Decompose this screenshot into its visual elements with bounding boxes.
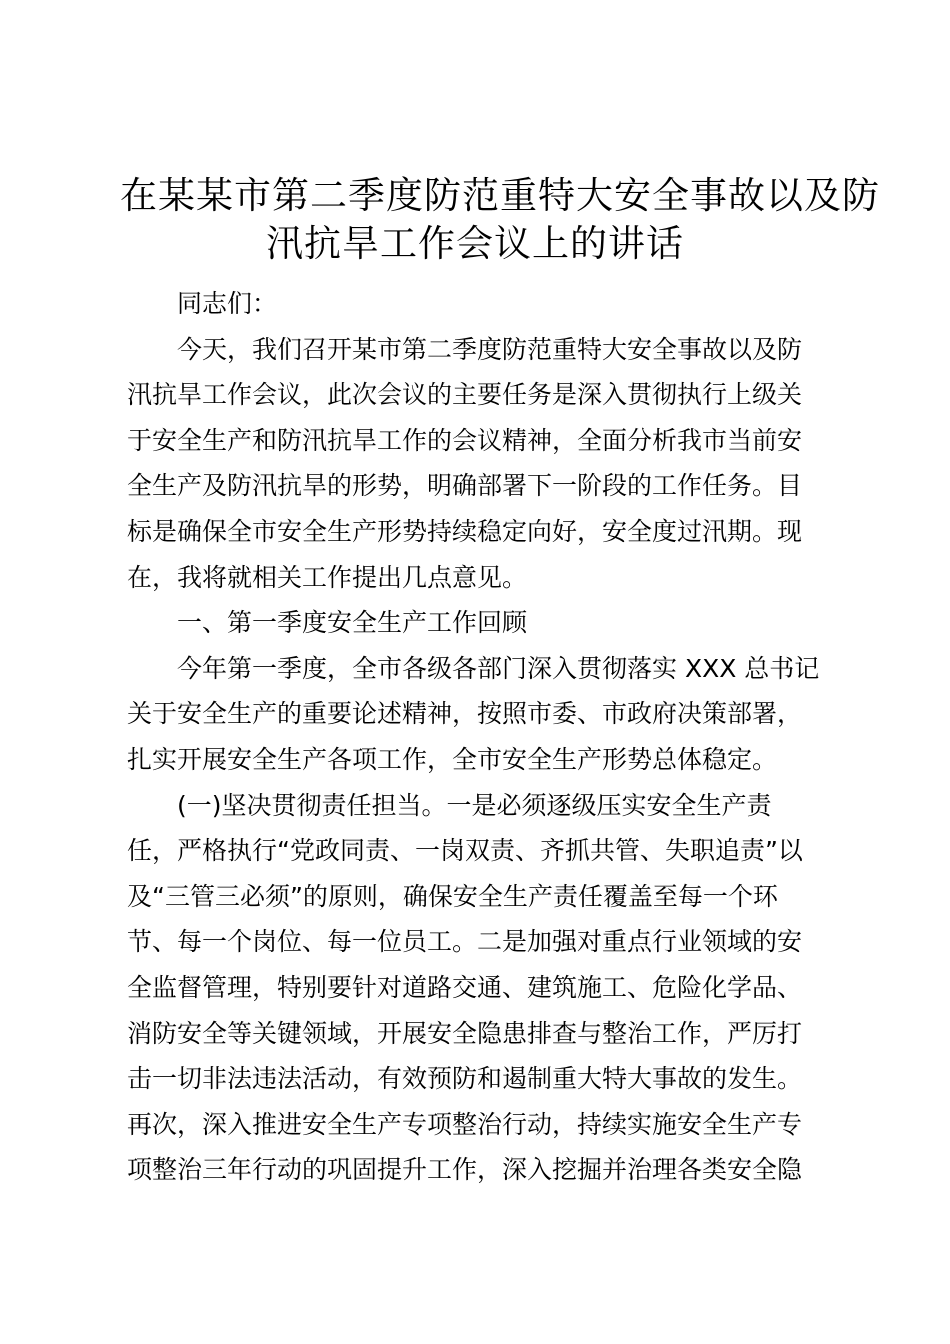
document-body [127,281,827,1193]
text-line: 及“三管三必须”的原则，确保安全生产责任覆盖至每一个环 [127,881,778,911]
title-line: 在某某市第二季度防范重特大安全事故以及防 [120,174,880,217]
text-line: 节、每一个岗位、每一位员工。二是加强对重点行业领域的安 [127,927,803,957]
section-heading [127,600,827,646]
review-paragraph [127,646,827,783]
text-line: 项整治三年行动的巩固提升工作，深入挖掘并治理各类安全隐 [127,1155,803,1185]
text-line: 消防安全等关键领域，开展安全隐患排查与整治工作，严厉打 [127,1018,803,1048]
text-line: 今年第一季度，全市各级各部门深入贯彻落实 XXX 总书记 [177,653,820,683]
intro-paragraph [127,327,827,601]
text-line: 同志们： [177,289,278,318]
text-line: 汛抗旱工作会议，此次会议的主要任务是深入贯彻执行上级关 [127,380,803,410]
responsibility-paragraph [127,783,827,1193]
text-line: 任，严格执行“党政同责、一岗双责、齐抓共管、失职追责”以 [127,836,803,866]
text-line: 于安全生产和防汛抗旱工作的会议精神，全面分析我市当前安 [127,425,803,455]
text-line: (一)坚决贯彻责任担当。一是必须逐级压实安全生产责 [177,790,772,820]
text-line: 扎实开展安全生产各项工作，全市安全生产形势总体稳定。 [127,744,778,774]
text-line: 再次，深入推进安全生产专项整治行动，持续实施安全生产专 [127,1109,803,1139]
text-line: 关于安全生产的重要论述精神，按照市委、市政府决策部署， [127,699,803,729]
document-title [120,172,880,268]
text-line: 全生产及防汛抗旱的形势，明确部署下一阶段的工作任务。目 [127,471,803,501]
text-line: 击一切非法违法活动，有效预防和遏制重大特大事故的发生。 [127,1064,803,1094]
text-line: 今天，我们召开某市第二季度防范重特大安全事故以及防 [177,334,803,364]
title-line: 汛抗旱工作会议上的讲话 [266,222,684,265]
text-line: 一、第一季度安全生产工作回顾 [177,608,528,638]
text-line: 标是确保全市安全生产形势持续稳定向好，安全度过汛期。现 [127,516,803,546]
text-line: 全监督管理，特别要针对道路交通、建筑施工、危险化学品、 [127,972,803,1002]
text-line: 在，我将就相关工作提出几点意见。 [127,562,528,592]
salutation-paragraph [127,281,827,327]
